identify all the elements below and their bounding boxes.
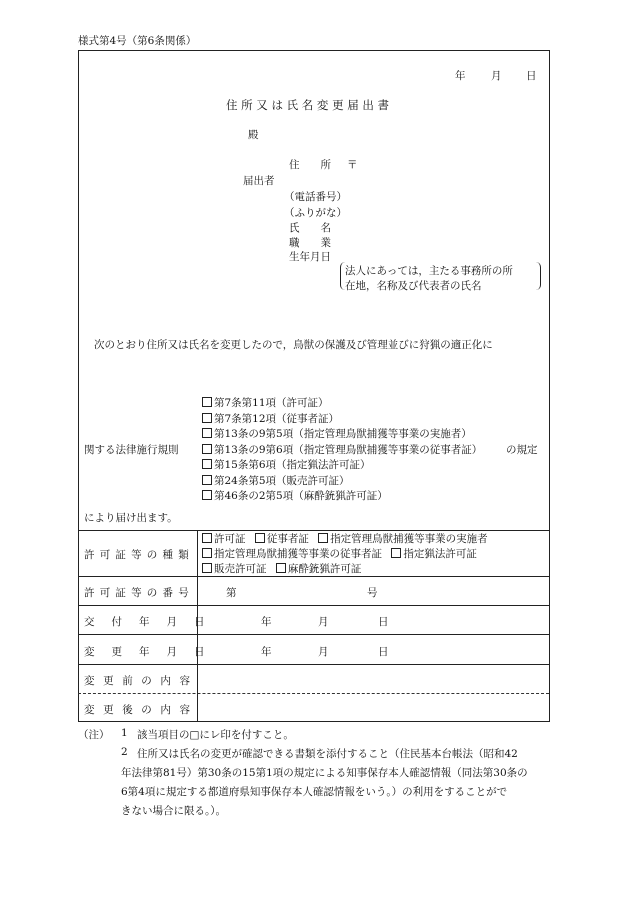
regulation-option: 第13条の9第6項（指定管理鳥獣捕獲等事業の従事者証） xyxy=(202,442,482,457)
checkbox[interactable] xyxy=(202,563,212,573)
type-label: 許可証等の種類 xyxy=(84,549,194,561)
corporate-note-line2: 在地，名称及び代表者の氏名 xyxy=(345,280,482,292)
checkbox[interactable] xyxy=(202,413,212,423)
birthdate-label: 生年月日 xyxy=(289,251,331,263)
date-year: 年 xyxy=(455,70,466,82)
after-label: 変更後の内容 xyxy=(84,704,199,716)
row-divider xyxy=(78,664,549,665)
change-day: 日 xyxy=(378,646,389,658)
change-month: 月 xyxy=(318,646,329,658)
date-day: 日 xyxy=(526,70,537,82)
note1-number: 1 xyxy=(121,727,128,739)
issue-year: 年 xyxy=(261,616,272,628)
number-prefix: 第 xyxy=(226,587,237,599)
issue-date-label: 交付年月日 xyxy=(84,616,222,628)
checkbox[interactable] xyxy=(391,548,401,558)
note2-line4: きない場合に限る。）。 xyxy=(121,805,226,817)
regulation-option: 第7条第11項（許可証） xyxy=(202,395,329,410)
number-label: 許可証等の番号 xyxy=(84,587,194,599)
row-divider xyxy=(78,576,549,577)
regulation-option: 第46条の2第5項（麻酔銃猟許可証） xyxy=(202,488,388,503)
type-options-line1: 許可証 従事者証 指定管理鳥獣捕獲等事業の実施者 xyxy=(202,531,488,546)
phone-label: （電話番号） xyxy=(284,191,347,203)
before-label: 変更前の内容 xyxy=(84,675,199,687)
corporate-note-line1: 法人にあっては，主たる事務所の所 xyxy=(345,265,513,277)
checkbox[interactable] xyxy=(202,533,212,543)
regulation-option: 第24条第5項（販売許可証） xyxy=(202,473,350,488)
note2-line2: 年法律第81号）第30条の15第1項の規定による知事保存本人確認情報（同法第30条の xyxy=(121,767,528,779)
checkbox[interactable] xyxy=(202,397,212,407)
change-date-label: 変更年月日 xyxy=(84,646,222,658)
occupation-label: 職 業 xyxy=(289,237,331,249)
date-month: 月 xyxy=(491,70,502,82)
postal-mark: 〒 xyxy=(347,159,358,171)
note1-text: 該当項目の□にレ印を付すこと。 xyxy=(137,729,294,741)
row-divider-dashed xyxy=(78,693,549,694)
before-content-field[interactable] xyxy=(200,666,545,692)
name-label: 氏 名 xyxy=(289,222,331,234)
type-options-line2: 指定管理鳥獣捕獲等事業の従事者証 指定猟法許可証 xyxy=(202,546,477,561)
statement-text: 次のとおり住所又は氏名を変更したので，鳥獣の保護及び管理並びに狩猟の適正化に xyxy=(94,339,493,351)
checkbox[interactable] xyxy=(318,533,328,543)
checkbox[interactable] xyxy=(202,459,212,469)
checkbox[interactable] xyxy=(276,563,286,573)
row-divider xyxy=(78,605,549,606)
form-title: 住 所 又 は 氏 名 変 更 届 出 書 xyxy=(226,98,390,112)
number-suffix: 号 xyxy=(367,587,378,599)
checkbox[interactable] xyxy=(255,533,265,543)
form-number: 様式第4号（第6条関係） xyxy=(78,35,197,47)
issue-month: 月 xyxy=(318,616,329,628)
regulation-suffix: の規定 xyxy=(506,444,538,456)
address-label: 住 所 xyxy=(289,159,331,171)
checkbox[interactable] xyxy=(202,490,212,500)
note2-line1: 住所又は氏名の変更が確認できる書類を添付すること（住民基本台帳法（昭和42 xyxy=(137,748,518,760)
addressee: 殿 xyxy=(248,129,259,141)
applicant-label: 届出者 xyxy=(243,175,275,187)
checkbox[interactable] xyxy=(202,548,212,558)
note2-number: 2 xyxy=(121,746,128,758)
regulation-option: 第13条の9第5項（指定管理鳥獣捕獲等事業の実施者） xyxy=(202,426,472,441)
checkbox[interactable] xyxy=(202,444,212,454)
row-divider xyxy=(78,634,549,635)
regulation-option: 第7条第12項（従事者証） xyxy=(202,411,339,426)
notes-head: （注） xyxy=(78,729,110,741)
checkbox[interactable] xyxy=(202,428,212,438)
regulation-option: 第15条第6項（指定猟法許可証） xyxy=(202,457,371,472)
issue-day: 日 xyxy=(378,616,389,628)
regulation-prefix: 関する法律施行規則 xyxy=(84,444,179,456)
after-content-field[interactable] xyxy=(200,695,545,719)
furigana-label: （ふりがな） xyxy=(284,207,347,219)
note2-line3: 6第4項に規定する都道府県知事保存本人確認情報をいう。）の利用をすることがで xyxy=(121,786,508,798)
type-options-line3: 販売許可証 麻酔銃猟許可証 xyxy=(202,561,361,576)
change-year: 年 xyxy=(261,646,272,658)
checkbox[interactable] xyxy=(202,475,212,485)
closing-text: により届け出ます。 xyxy=(84,512,178,524)
